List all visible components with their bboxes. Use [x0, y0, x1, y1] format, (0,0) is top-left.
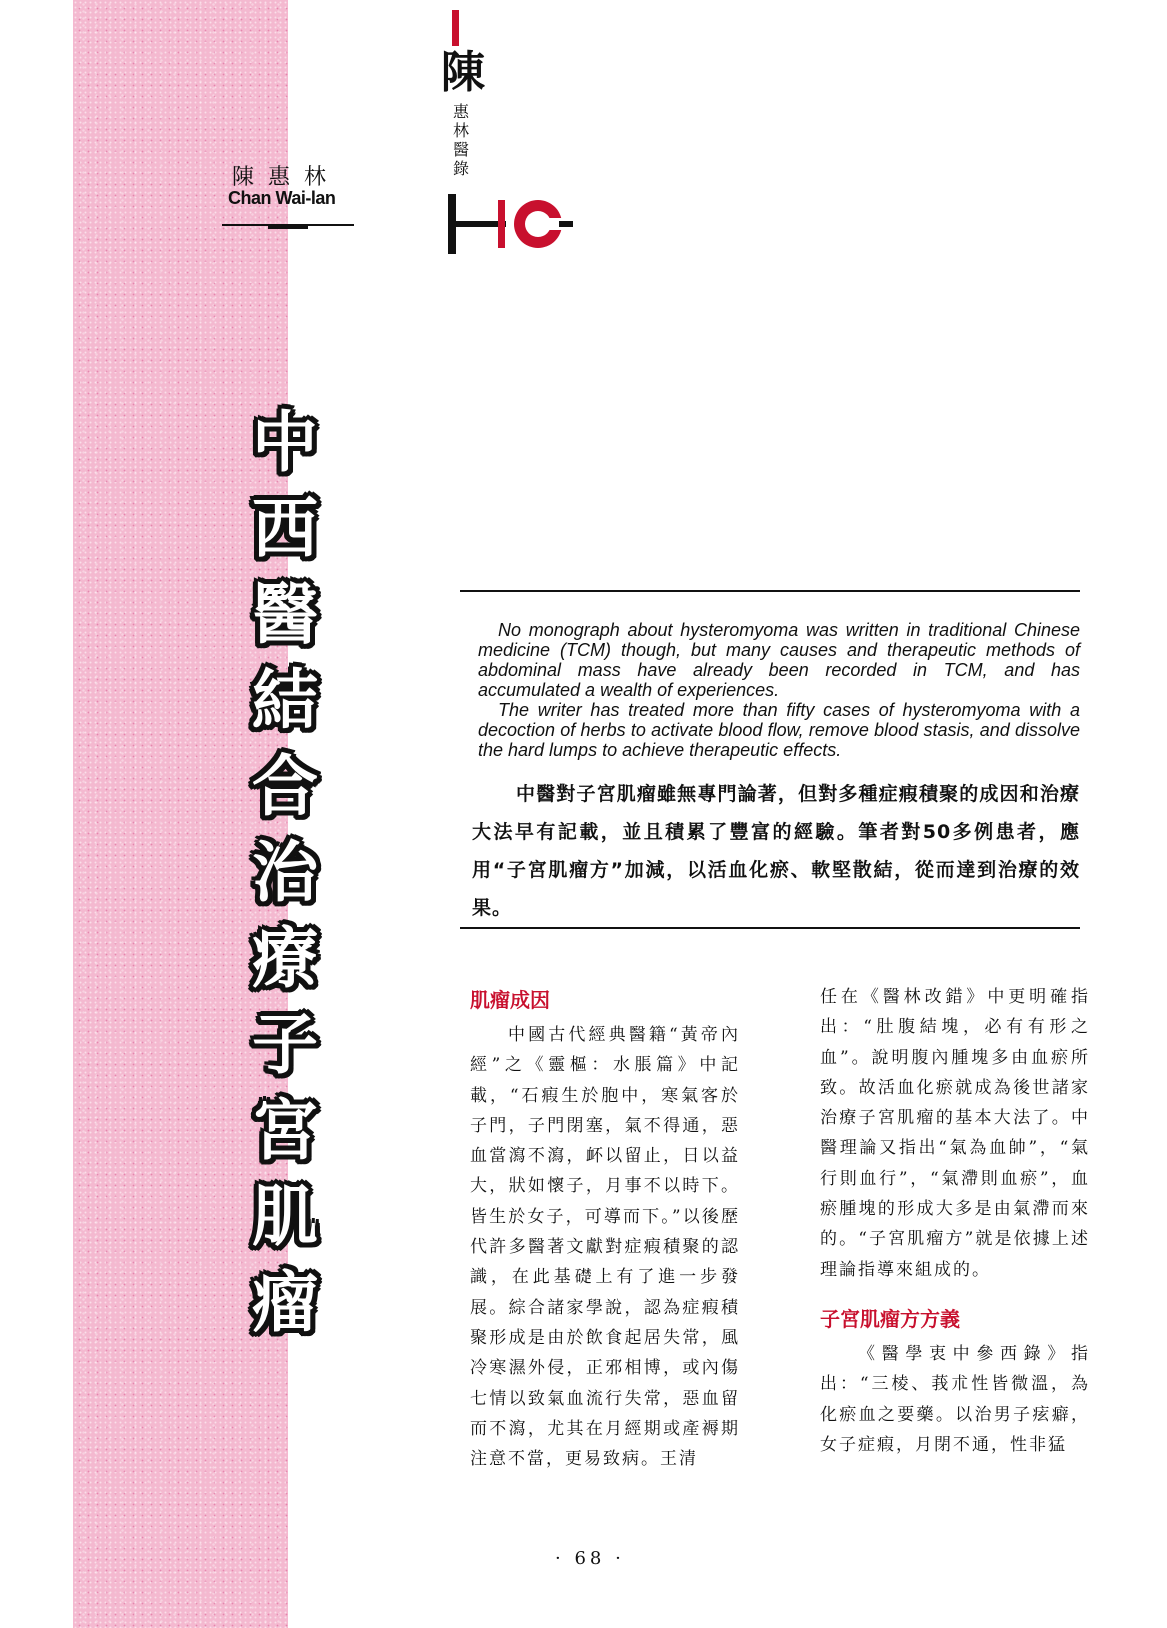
- abstract-english: [478, 620, 1080, 760]
- abstract-chinese: 中醫對子宮肌瘤雖無專門論著，但對多種症瘕積聚的成因和治療大法早有記載，並且積累了豐富的經驗。筆者對50多例患者，應用“子宮肌瘤方”加減，以活血化瘀、軟堅散結，從而達到治療的效果。: [472, 783, 1080, 919]
- author-name-chinese: 陳惠林: [232, 165, 341, 190]
- abstract-english-paragraph-1: No monograph about hysteromyoma was written in traditional Chinese medicine (TCM) though, but many causes and therapeutic methods of abdominal mass have already been recorded in TCM, and has accumulated a wealth of experiences.: [478, 620, 1080, 700]
- section-heading-formula: 子宮肌瘤方方義: [820, 1306, 960, 1331]
- section-text-formula: 《醫學衷中參西錄》指出：“三棱、莪朮性皆微溫，為化瘀血之要藥。以治男子痃癖，女子症瘕，月閉不通，性非猛: [820, 1343, 1090, 1455]
- author-name-english: Chan Wai-lan: [228, 188, 336, 208]
- author-divider-accent: [268, 225, 308, 229]
- page-number: · 68 ·: [555, 1548, 625, 1569]
- body-column-right: [820, 986, 1090, 1460]
- section-text-causes: 中國古代經典醫籍“黃帝內經”之《靈樞：水脹篇》中記載，“石瘕生於胞中，寒氣客於子門，子門閉塞，氣不得通，惡血當瀉不瀉，衃以留止，日以益大，狀如懷子，月事不以時下。皆生於女子，可導而下。”以後歷代許多醫著文獻對症瘕積聚的認識，在此基礎上有了進一步發展。綜合諸家學說，認為症瘕積聚形成是由於飲食起居失常，風冷寒濕外侵，正邪相博，或內傷七情以致氣血流行失常，惡血留而不瀉，尤其在月經期或產褥期注意不當，更易致病。王清: [470, 1025, 740, 1470]
- column-subtitle: 惠林醫錄: [453, 102, 470, 178]
- column-red-bar: [452, 10, 459, 46]
- abstract-bottom-rule: [460, 927, 1080, 929]
- article-title: 中西醫結合治療子宮肌瘤: [252, 404, 318, 1341]
- abstract-english-paragraph-2: The writer has treated more than fifty cases of hysteromyoma with a decoction of herbs to activate blood flow, remove blood stasis, and dissolve the hard lumps to achieve therapeutic effects.: [478, 700, 1080, 760]
- section-heading-causes: 肌瘤成因: [470, 988, 550, 1012]
- abstract-top-rule: [460, 590, 1080, 592]
- column-logo-icon: [448, 194, 578, 254]
- body-column-left: [470, 986, 740, 1474]
- column-character: 陳: [441, 47, 485, 98]
- section-text-causes-continued: 任在《醫林改錯》中更明確指出：“肚腹結塊，必有有形之血”。說明腹內腫塊多由血瘀所致。故活血化瘀就成為後世諸家治療子宮肌瘤的基本大法了。中醫理論又指出“氣為血帥”，“氣行則血行”，“氣滯則血瘀”，血瘀腫塊的形成大多是由氣滯而來的。“子宮肌瘤方”就是依據上述理論指導來組成的。: [820, 987, 1090, 1280]
